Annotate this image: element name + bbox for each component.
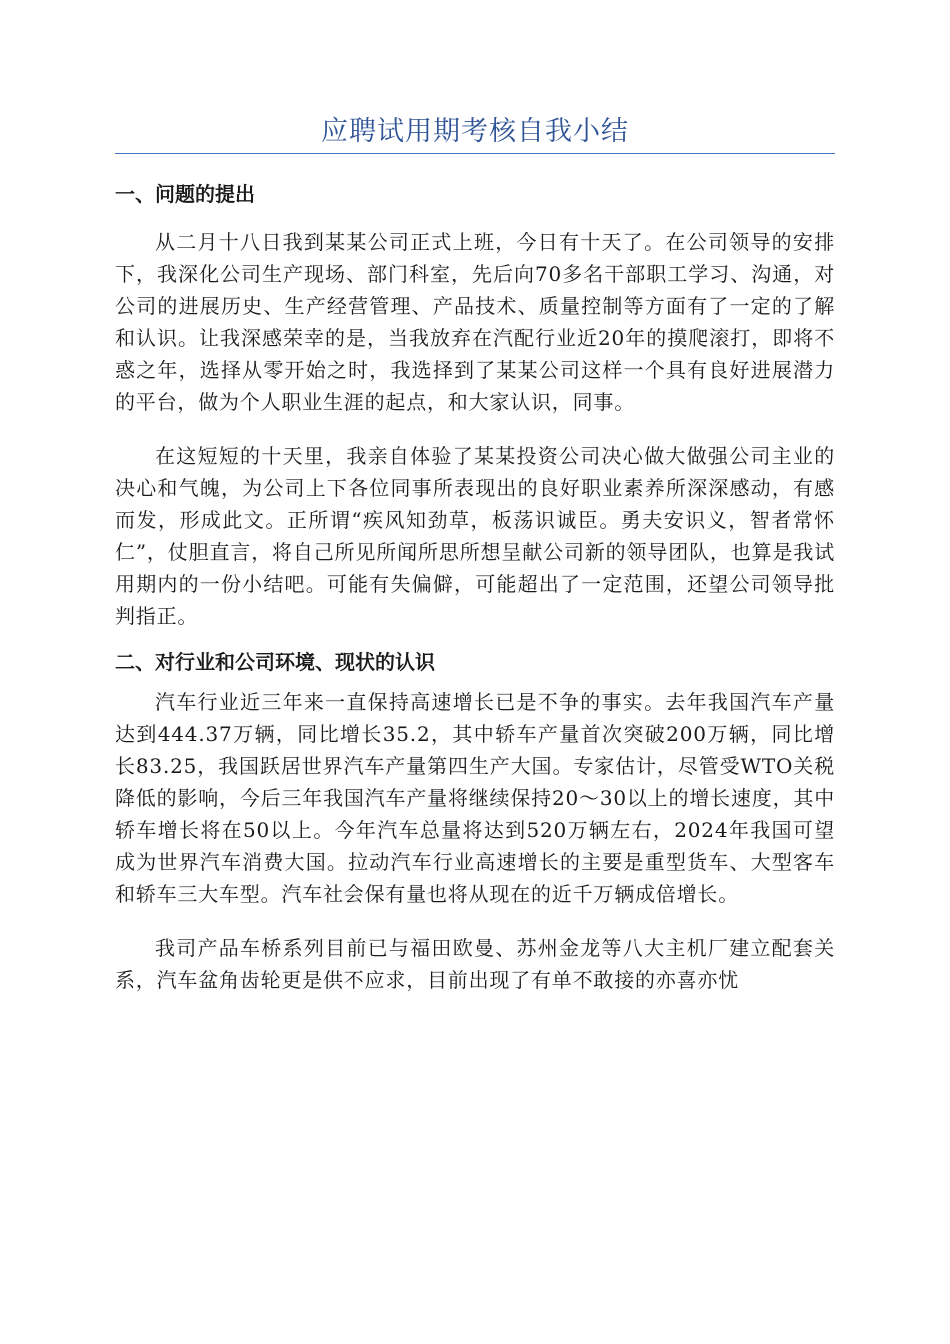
paragraph-4: 我司产品车桥系列目前已与福田欧曼、苏州金龙等八大主机厂建立配套关系，汽车盆角齿轮更是供不应求，目前出现了有单不敢接的亦喜亦忧 [115,936,835,992]
paragraph-2: 在这短短的十天里，我亲自体验了某某投资公司决心做大做强公司主业的决心和气魄，为公司上下各位同事所表现出的良好职业素养所深深感动，有感而发，形成此文。正所谓“疾风知劲草，板荡识诚臣。勇夫安识义，智者常怀仁”，仗胆直言，将自己所见所闻所思所想呈献公司新的领导团队，也算是我试用期内的一份小结吧。可能有失偏僻，可能超出了一定范围，还望公司领导批判指正。 [115,444,835,628]
paragraph-1: 从二月十八日我到某某公司正式上班，今日有十天了。在公司领导的安排下，我深化公司生产现场、部门科室，先后向70多名干部职工学习、沟通，对公司的进展历史、生产经营管理、产品技术、质量控制等方面有了一定的了解和认识。让我深感荣幸的是，当我放弃在汽配行业近20年的摸爬滚打，即将不惑之年，选择从零开始之时，我选择到了某某公司这样一个具有良好进展潜力的平台，做为个人职业生涯的起点，和大家认识，同事。 [115,230,835,414]
document-title: 应聘试用期考核自我小结 [321,116,629,147]
document-body [115,178,835,996]
title-underline [115,153,835,154]
section-heading-2: 二、对行业和公司环境、现状的认识 [115,650,435,674]
section-heading-1: 一、问题的提出 [115,182,255,206]
paragraph-3: 汽车行业近三年来一直保持高速增长已是不争的事实。去年我国汽车产量达到444.37万辆，同比增长35.2，其中轿车产量首次突破200万辆，同比增长83.25，我国跃居世界汽车产量第四生产大国。专家估计，尽管受WTO关税降低的影响，今后三年我国汽车产量将继续保持20～30以上的增长速度，其中轿车增长将在50以上。今年汽车总量将达到520万辆左右，2024年我国可望成为世界汽车消费大国。拉动汽车行业高速增长的主要是重型货车、大型客车和轿车三大车型。汽车社会保有量也将从现在的近千万辆成倍增长。 [115,690,835,906]
